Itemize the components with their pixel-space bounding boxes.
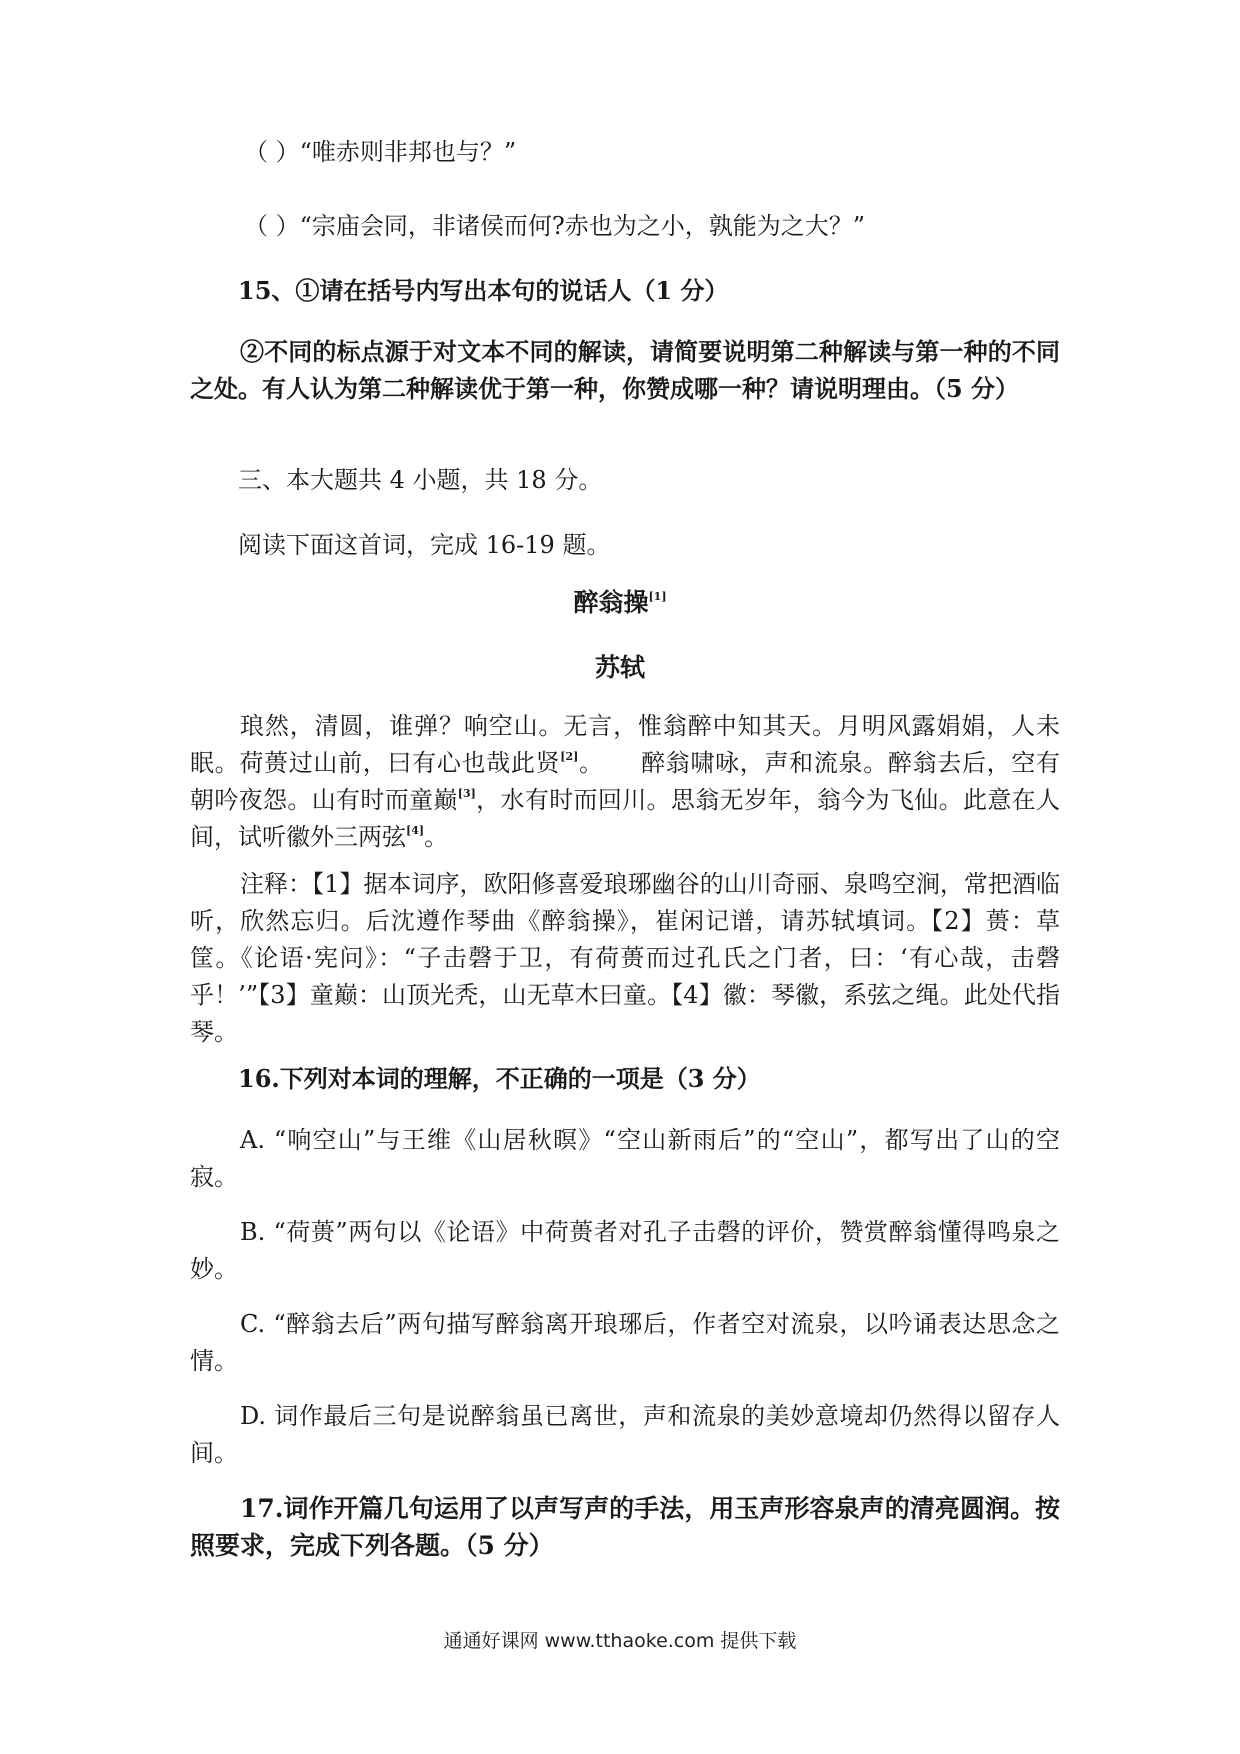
poem-title — [0, 583, 1240, 619]
poem-note-3: [3] — [457, 787, 476, 800]
q16-option-c: C. “醉翁去后”两句描写醉翁离开琅琊后，作者空对流泉，以吟诵表达思念之情。 — [190, 1310, 1060, 1375]
poem-annotation: 注释：【1】据本词序，欧阳修喜爱琅琊幽谷的山川奇丽、泉鸣空涧，常把酒临听，欣然忘归。后沈遵作琴曲《醉翁操》，崔闲记谱，请苏轼填词。【2】蒉：草筐。《论语·宪问》：“子击磬于卫，有荷蒉而过孔氏之门者，曰：‘有心哉，击磬乎！’”【3】童巅：山顶光秃，山无草木曰童。【4】徽：琴徽，系弦之绳。此处代指琴。 — [190, 870, 1060, 1046]
q16-option-d: D. 词作最后三句是说醉翁虽已离世，声和流泉的美妙意境却仍然得以留存人间。 — [190, 1402, 1060, 1467]
section3-instruction: 阅读下面这首词，完成 16-19 题。 — [238, 531, 611, 559]
q16-option-a: A. “响空山”与王维《山居秋暝》“空山新雨后”的“空山”，都写出了山的空寂。 — [190, 1126, 1060, 1191]
poem-note-2: [2] — [560, 750, 579, 763]
poem-title-note: [1] — [648, 590, 667, 603]
q16-stem: 16.下列对本词的理解，不正确的一项是（3 分） — [238, 1064, 761, 1093]
section3-header: 三、本大题共 4 小题，共 18 分。 — [238, 466, 603, 494]
poem-body-seg1: 琅然，清圆，谁弹？响空山。无言，惟翁醉中知其天。月明风露娟娟，人未眠。荷蒉过山前，曰有心也哉此贤 — [190, 712, 1060, 777]
q15-part2: ②不同的标点源于对文本不同的解读，请简要说明第二种解读与第一种的不同之处。有人认为第二种解读优于第一种，你赞成哪一种？请说明理由。（5 分） — [190, 337, 1060, 403]
poem-body-seg2: 。 醉翁啸咏，声和流泉。醉翁去后，空有朝吟夜怨。山有时而童巅 — [190, 749, 1061, 814]
poem-body-seg4: 。 — [424, 823, 449, 851]
q14-blank-line-a: （ ）“唯赤则非邦也与？” — [244, 138, 517, 166]
poem-author: 苏轼 — [594, 653, 645, 682]
poem-body — [190, 708, 1060, 856]
q16-option-b: B. “荷蒉”两句以《论语》中荷蒉者对孔子击磬的评价，赞赏醉翁懂得鸣泉之妙。 — [190, 1218, 1060, 1283]
q15-part1: 15、①请在括号内写出本句的说话人（1 分） — [238, 276, 729, 305]
q17-stem: 17.词作开篇几句运用了以声写声的手法，用玉声形容泉声的清亮圆润。按照要求，完成下列各题。（5 分） — [190, 1494, 1060, 1560]
page-footer: 通通好课网 www.tthaoke.com 提供下载 — [443, 1630, 797, 1652]
poem-title-text: 醉翁操 — [573, 588, 649, 617]
poem-body-seg3: ，水有时而回川。思翁无岁年，翁今为飞仙。此意在人间，试听徽外三两弦 — [190, 786, 1061, 851]
q14-blank-line-b: （ ）“宗庙会同，非诸侯而何?赤也为之小，孰能为之大？” — [244, 212, 866, 240]
poem-note-4: [4] — [406, 824, 425, 837]
